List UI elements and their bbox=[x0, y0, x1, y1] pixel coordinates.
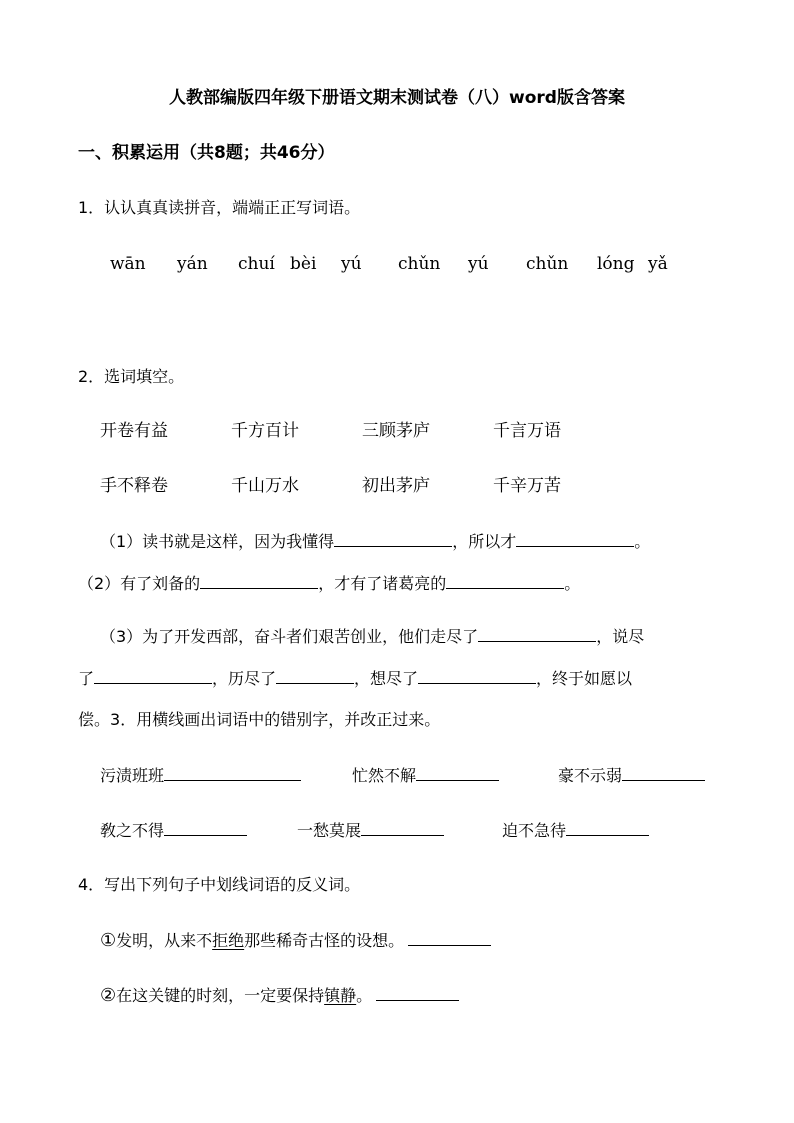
underlined-word: 拒绝 bbox=[212, 931, 245, 950]
typo-item: 迫不急待 bbox=[502, 819, 649, 842]
answer-blank[interactable] bbox=[94, 667, 212, 684]
answer-blank[interactable] bbox=[516, 530, 634, 547]
word-option: 初出茅庐 bbox=[362, 476, 430, 496]
answer-blank[interactable] bbox=[478, 625, 596, 642]
pinyin-item: chuí bbox=[238, 254, 275, 274]
pinyin-item: yú bbox=[341, 254, 362, 274]
answer-blank[interactable] bbox=[418, 667, 536, 684]
word-option: 手不释卷 bbox=[100, 476, 168, 496]
pinyin-item: chǔn bbox=[526, 254, 569, 274]
question-1-label: 1．认认真真读拼音，端端正正写词语。 bbox=[78, 198, 361, 217]
word-option: 千山万水 bbox=[231, 476, 299, 496]
answer-blank[interactable] bbox=[164, 764, 301, 781]
fill-sentence-1: （1）读书就是这样，因为我懂得 ，所以才 。 bbox=[100, 532, 651, 551]
answer-blank[interactable] bbox=[376, 984, 459, 1001]
underlined-word: 镇静 bbox=[324, 986, 357, 1005]
answer-blank[interactable] bbox=[622, 764, 705, 781]
question-3-label: 偿。3．用横线画出词语中的错别字，并改正过来。 bbox=[78, 710, 441, 729]
typo-item: 豪不示弱 bbox=[558, 764, 705, 787]
answer-blank[interactable] bbox=[361, 819, 444, 836]
pinyin-item: chǔn bbox=[398, 254, 441, 274]
pinyin-item: yán bbox=[177, 254, 208, 274]
typo-item: 忙然不解 bbox=[352, 764, 499, 787]
fill-sentence-3-cont: 了 ，历尽了 ，想尽了 ，终于如愿以 bbox=[78, 669, 633, 688]
fill-sentence-3: （3）为了开发西部，奋斗者们艰苦创业，他们走尽了 ，说尽 bbox=[100, 627, 645, 646]
answer-blank[interactable] bbox=[334, 530, 452, 547]
section-heading: 一、积累运用（共8题；共46分） bbox=[78, 143, 335, 163]
typo-item: 敎之不得 bbox=[100, 819, 247, 842]
answer-blank[interactable] bbox=[276, 667, 354, 684]
fill-sentence-2: （2）有了刘备的 ，才有了诸葛亮的 。 bbox=[78, 574, 581, 593]
answer-blank[interactable] bbox=[200, 572, 318, 589]
pinyin-item: yǎ bbox=[648, 254, 668, 274]
question-2-label: 2．选词填空。 bbox=[78, 367, 185, 386]
pinyin-item: yú bbox=[468, 254, 489, 274]
question-4-label: 4．写出下列句子中划线词语的反义词。 bbox=[78, 875, 361, 894]
word-option: 开卷有益 bbox=[100, 421, 168, 441]
word-option: 千言万语 bbox=[493, 421, 561, 441]
pinyin-item: lóng bbox=[597, 254, 635, 274]
answer-blank[interactable] bbox=[408, 929, 491, 946]
typo-item: 一愁莫展 bbox=[297, 819, 444, 842]
antonym-item-2: ②在这关键的时刻，一定要保持镇静。 bbox=[100, 984, 459, 1007]
word-option: 千辛万苦 bbox=[493, 476, 561, 496]
word-option: 三顾茅庐 bbox=[362, 421, 430, 441]
answer-blank[interactable] bbox=[416, 764, 499, 781]
answer-blank[interactable] bbox=[164, 819, 247, 836]
antonym-item-1: ①发明，从来不拒绝那些稀奇古怪的设想。 bbox=[100, 929, 491, 952]
typo-item: 污渍班班 bbox=[100, 764, 301, 787]
word-option: 千方百计 bbox=[231, 421, 299, 441]
page-title: 人教部编版四年级下册语文期末测试卷（八）word版含答案 bbox=[169, 88, 625, 108]
pinyin-item: bèi bbox=[290, 254, 317, 274]
answer-blank[interactable] bbox=[566, 819, 649, 836]
pinyin-item: wān bbox=[110, 254, 146, 274]
answer-blank[interactable] bbox=[446, 572, 564, 589]
